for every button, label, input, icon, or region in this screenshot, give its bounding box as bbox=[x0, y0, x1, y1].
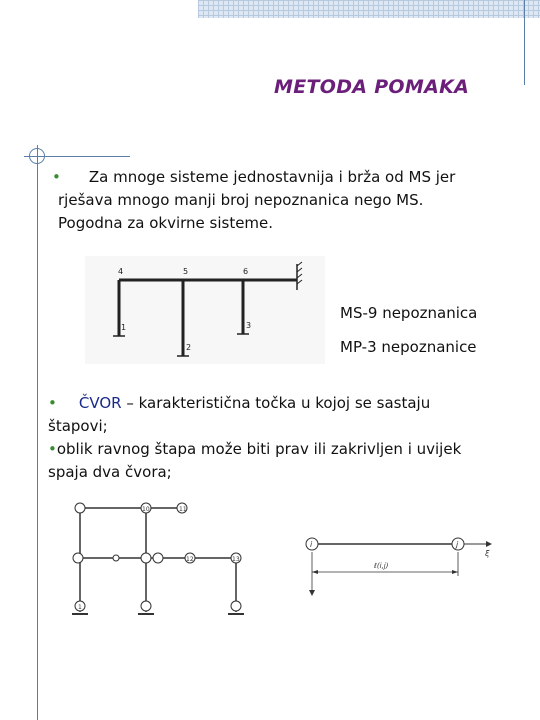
grid-pattern-corner bbox=[198, 0, 540, 18]
node-label-2: 2 bbox=[186, 343, 192, 352]
node-label-13: 13 bbox=[232, 556, 240, 563]
node-circle bbox=[141, 553, 151, 563]
node-label-6: 6 bbox=[243, 267, 249, 276]
vertical-arrow-icon bbox=[309, 590, 315, 596]
xi-axis-label: ξ bbox=[485, 549, 490, 558]
decorative-circle bbox=[29, 148, 45, 164]
node-circle bbox=[231, 601, 241, 611]
definition-line-4: spaja dva čvora; bbox=[48, 463, 172, 481]
node-circle bbox=[153, 553, 163, 563]
node-label-10: 10 bbox=[142, 506, 150, 513]
dimension-arrow-icon bbox=[312, 570, 318, 574]
node-label-12: 12 bbox=[186, 556, 194, 563]
term-cvor: ČVOR bbox=[78, 394, 122, 412]
bar-ij-figure bbox=[296, 530, 496, 600]
multi-frame-figure bbox=[60, 494, 260, 626]
mp-unknowns: MP-3 nepoznanice bbox=[340, 338, 477, 356]
node-circle bbox=[141, 601, 151, 611]
node-label-11: 11 bbox=[179, 506, 187, 513]
intro-line-2: rješava mnogo manji broj nepoznanica nego MS. bbox=[58, 191, 424, 209]
node-i-label: i bbox=[310, 540, 313, 549]
node-j-label: j bbox=[456, 540, 459, 549]
node-label-1: 1 bbox=[121, 323, 127, 332]
intro-line-1: Za mnoge sisteme jednostavnija i brža od MS jer bbox=[88, 168, 456, 186]
node-circle bbox=[73, 553, 83, 563]
node-circle bbox=[75, 503, 85, 513]
decorative-vertical-line bbox=[524, 0, 525, 85]
frame-structure-figure bbox=[85, 256, 325, 364]
decorative-left-line bbox=[37, 145, 38, 720]
axis-arrow-icon bbox=[486, 541, 492, 547]
node-label-4: 4 bbox=[118, 267, 124, 276]
dimension-arrow-icon bbox=[452, 570, 458, 574]
node-label-5: 5 bbox=[183, 267, 189, 276]
definition-line-1: – karakteristična točka u kojoj se sastaju bbox=[121, 394, 431, 412]
bullet-icon: • bbox=[48, 440, 57, 458]
definition-line-2: štapovi; bbox=[48, 417, 108, 435]
ms-unknowns: MS-9 nepoznanica bbox=[340, 304, 478, 322]
length-label: ℓ(i,j) bbox=[374, 562, 389, 570]
node-definition-paragraph bbox=[48, 392, 498, 484]
node-label-3: 3 bbox=[246, 321, 252, 330]
node-label-1: 1 bbox=[78, 604, 82, 611]
node-circle bbox=[113, 555, 119, 561]
bullet-icon: • bbox=[52, 168, 61, 186]
slide-title: METODA POMAKA bbox=[274, 76, 470, 98]
definition-line-3: oblik ravnog štapa može biti prav ili zakrivljen i uvijek bbox=[56, 440, 462, 458]
bullet-icon: • bbox=[48, 394, 57, 412]
intro-line-3: Pogodna za okvirne sisteme. bbox=[58, 214, 274, 232]
intro-paragraph bbox=[52, 166, 498, 235]
